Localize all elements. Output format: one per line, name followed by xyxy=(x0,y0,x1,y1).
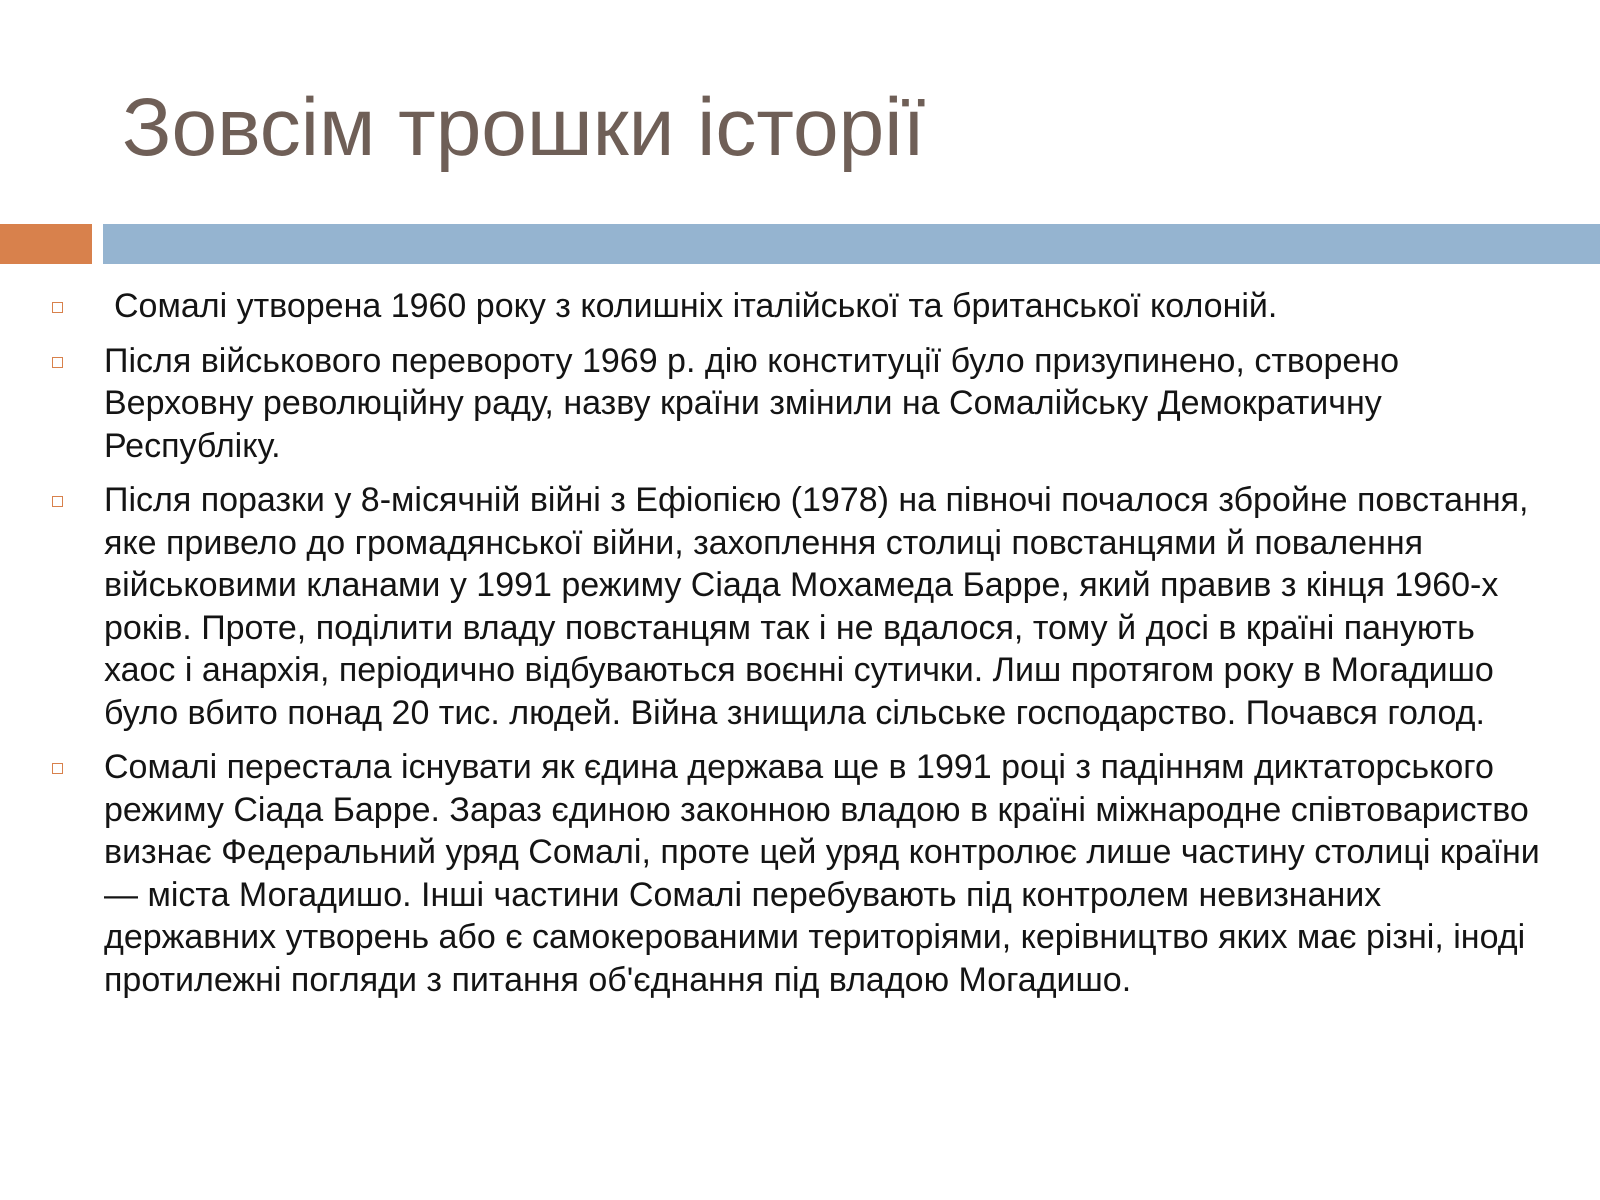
bullet-text: Після поразки у 8-місячній війні з Ефіопією (1978) на півночі почалося збройне повстання, яке привело до громадянської війни, захоплення столиці повстанцями й повалення військовими кланами у 1991 режиму Сіада Мохамеда Барре, який правив з кінця 1960-х років. Проте, поділити владу повстанцям так і не вдалося, тому й досі в країні панують хаос і анархія, періодично відбуваються воєнні сутички. Лиш протягом року в Могадишо було вбито понад 20 тис. людей. Війна знищила сільське господарство. Почався голод. xyxy=(104,481,1529,732)
hollow-square-bullet-icon xyxy=(52,357,63,368)
hollow-square-bullet-icon xyxy=(52,302,63,313)
accent-bar-orange xyxy=(0,224,92,264)
slide-title: Зовсім трошки історії xyxy=(122,82,926,173)
bullet-item xyxy=(0,340,1600,468)
hollow-square-bullet-icon xyxy=(52,496,63,507)
bullet-item xyxy=(0,746,1600,1001)
bullet-list xyxy=(0,285,1600,1013)
hollow-square-bullet-icon xyxy=(52,763,63,774)
bullet-item xyxy=(0,285,1600,328)
bullet-text: Сомалі перестала існувати як єдина держава ще в 1991 році з падінням диктаторського режиму Сіада Барре. Зараз єдиною законною владою в країні міжнародне співтовариство визнає Федеральний уряд Сомалі, проте цей уряд контролює лише частину столиці країни — міста Могадишо. Інші частини Сомалі перебувають під контролем невизнаних державних утворень або є самокерованими територіями, керівництво яких має різні, іноді протилежні погляди з питання об'єднання під владою Могадишо. xyxy=(104,748,1540,999)
bullet-item xyxy=(0,479,1600,734)
bullet-text: Після військового перевороту 1969 р. дію конституції було призупинено, створено Верховну революційну раду, назву країни змінили на Сомалійську Демократичну Республіку. xyxy=(104,341,1399,465)
accent-bar-blue xyxy=(103,224,1600,264)
bullet-text: Сомалі утворена 1960 року з колишніх італійської та британської колоній. xyxy=(114,287,1278,325)
